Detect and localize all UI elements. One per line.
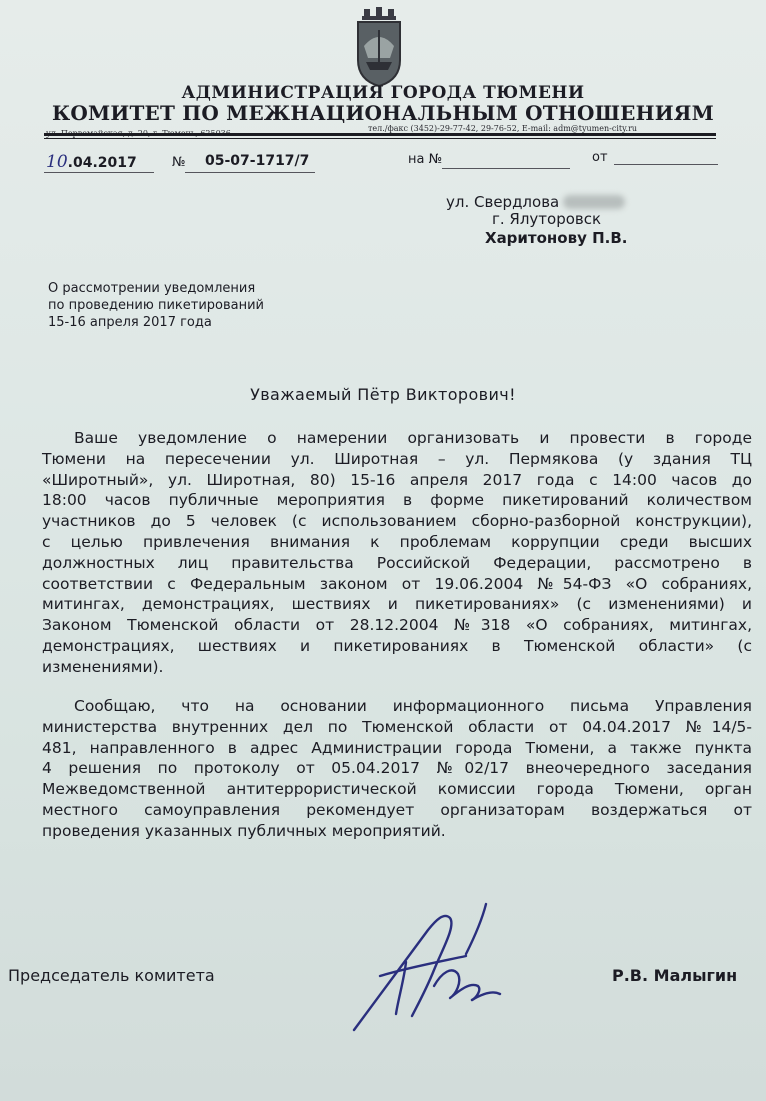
outgoing-number-label: № <box>172 155 186 170</box>
paragraph-line: местного самоуправления рекомендует организаторам воздержаться от <box>42 800 752 819</box>
date-day-handwritten: 10 <box>46 152 68 172</box>
header-rule-thick <box>44 133 716 136</box>
paragraph-line: «Широтный», ул. Широтная, 80) 15-16 апреля 2017 года с 14:00 часов до <box>42 470 752 489</box>
committee-contacts: тел./факс (3452)-29-77-42, 29-76-52, E-mail: adm@tyumen-city.ru <box>368 124 638 133</box>
paragraph-line: изменениями). <box>42 657 164 676</box>
addressee-name: Харитонову П.В. <box>485 229 628 247</box>
paragraph-line: 18:00 часов публичные мероприятия в форме пикетирований количеством <box>42 491 752 510</box>
paragraph-line: соответствии с Федеральным законом от 19.06.2004 №54-ФЗ «О собраниях, <box>42 574 752 593</box>
paragraph-line: 481, направленного в адрес Администрации города Тюмени, а также пункта <box>42 738 752 757</box>
paragraph-line: проведения указанных публичных мероприятий. <box>42 821 446 840</box>
date-month-year: .04.2017 <box>67 155 137 171</box>
outgoing-number: 05-07-1717/7 <box>205 153 310 169</box>
handwritten-signature-icon <box>346 890 506 1040</box>
header-rule-thin <box>44 138 716 139</box>
paragraph-line: министерства внутренних дел по Тюменской области от 04.04.2017 №14/5- <box>42 717 752 736</box>
date-underline <box>44 172 154 173</box>
signatory-title: Председатель комитета <box>8 966 215 985</box>
administration-title: АДМИНИСТРАЦИЯ ГОРОДА ТЮМЕНИ <box>181 83 585 103</box>
letter-subject <box>48 280 264 331</box>
addressee-street: ул. Свердлова <box>446 192 625 212</box>
addressee-city: г. Ялуторовск <box>492 210 602 228</box>
paragraph-line: должностных лиц правительства Российской Федерации, рассмотрено в <box>42 553 752 572</box>
paragraph-line: Ваше уведомление о намерении организовать и провести в городе <box>74 429 752 447</box>
letter-date <box>46 152 137 172</box>
subject-line: по проведению пикетирований <box>48 298 265 313</box>
subject-line: 15-16 апреля 2017 года <box>48 315 212 330</box>
body-paragraph-1 <box>42 428 752 678</box>
paragraph-line: Межведомственной антитеррористической комиссии города Тюмени, орган <box>42 780 752 799</box>
reference-date-label: от <box>592 150 608 165</box>
paragraph-line: митингах, демонстрациях, шествиях и пикетированиях» (с изменениями) и <box>42 595 752 614</box>
reference-number-line <box>442 168 570 169</box>
greeting: Уважаемый Пётр Викторович! <box>250 385 516 404</box>
subject-line: О рассмотрении уведомления <box>48 281 256 296</box>
reference-date-line <box>614 164 718 165</box>
signatory-name: Р.В. Малыгин <box>612 966 738 985</box>
city-coat-of-arms-icon <box>350 6 408 88</box>
paragraph-line: Тюмени на пересечении ул. Широтная – ул. Пермякова (у здания ТЦ <box>42 449 752 468</box>
paragraph-line: Законом Тюменской области от 28.12.2004 №318 «О собраниях, митингах, <box>42 616 752 635</box>
paragraph-line: Сообщаю, что на основании информационного письма Управления <box>74 697 752 715</box>
paragraph-line: 4 решения по протоколу от 05.04.2017 №02/17 внеочередного заседания <box>42 759 752 778</box>
redacted-house-number <box>563 195 625 209</box>
reference-number-label: на № <box>408 152 443 167</box>
paragraph-line: участников до 5 человек (с использованием сборно-разборной конструкции), <box>42 512 752 531</box>
paragraph-line: демонстрациях, шествиях и пикетированиях в Тюменской области» (с <box>42 636 752 655</box>
paragraph-line: с целью привлечения внимания к проблемам коррупции среди высших <box>42 532 752 551</box>
number-underline <box>185 172 315 173</box>
body-paragraph-2 <box>42 696 752 842</box>
committee-title: КОМИТЕТ ПО МЕЖНАЦИОНАЛЬНЫМ ОТНОШЕНИЯМ <box>52 101 714 125</box>
